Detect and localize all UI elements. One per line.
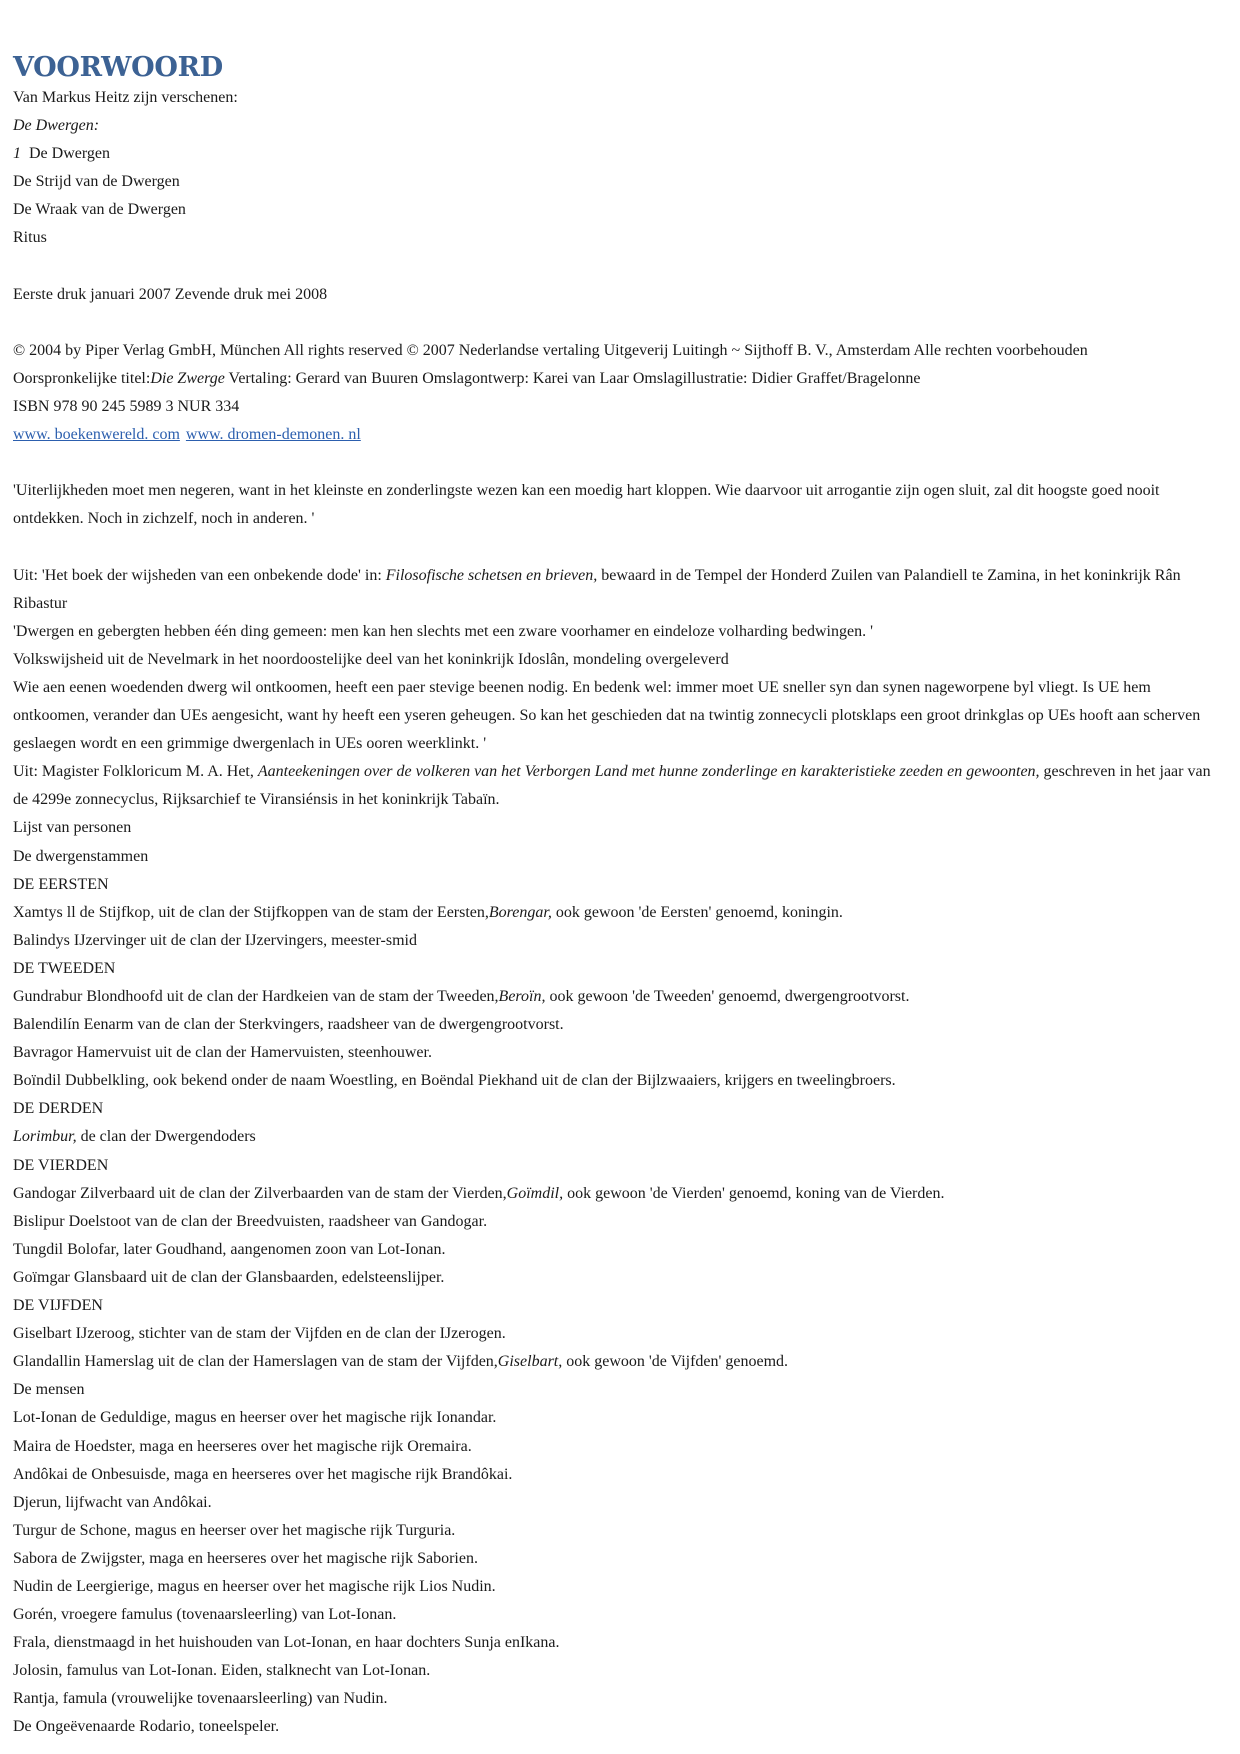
character-entry: Maira de Hoedster, maga en heerseres over het magische rijk Oremaira.: [13, 1437, 472, 1455]
section-heading-vierden: DE VIERDEN: [13, 1156, 109, 1174]
page-title: VOORWOORD: [13, 52, 223, 83]
section-heading-vijfden: DE VIJFDEN: [13, 1297, 103, 1315]
link-dromen-demonen[interactable]: www. dromen-demonen. nl: [185, 426, 361, 444]
character-entry: Balendilín Eenarm van de clan der Sterkvingers, raadsheer van de dwergengrootvorst.: [13, 1016, 564, 1034]
character-entry: Gorén, vroegere famulus (tovenaarsleerling) van Lot-Ionan.: [13, 1606, 397, 1624]
character-entry: Lot-Ionan de Geduldige, magus en heerser over het magische rijk Ionandar.: [13, 1409, 497, 1427]
quote-1-source: Uit: 'Het boek der wijsheden van een onbekende dode' in: Filosofische schetsen en brieven, bewaard in de Tempel der Honderd Zuilen van Palandiell te Zamina, in het koninkrijk Rân Ribastur: [13, 566, 1181, 612]
book-item: 1 De Dwergen: [13, 145, 111, 163]
isbn-line: ISBN 978 90 245 5989 3 NUR 334: [13, 398, 240, 416]
character-entry: Frala, dienstmaagd in het huishouden van Lot-Ionan, en haar dochters Sunja enIkana.: [13, 1634, 560, 1652]
published-intro: Van Markus Heitz zijn verschenen:: [13, 89, 238, 106]
dwarves-heading: De dwergenstammen: [13, 847, 149, 865]
book-item: De Wraak van de Dwergen: [13, 201, 186, 219]
book-item: De Strijd van de Dwergen: [13, 173, 180, 191]
quote-3-source: Uit: Magister Folkloricum M. A. Het, Aanteekeningen over de volkeren van het Verborgen Land met hunne zonderlinge en karakteristieke zeeden en gewoonten, geschreven in het jaar van de 4299e zonnecyclus, Rijksarchief te Viransiénsis in het koninkrijk Tabaïn.: [13, 763, 1211, 809]
character-entry: Nudin de Leergierige, magus en heerser over het magische rijk Lios Nudin.: [13, 1577, 496, 1595]
character-entry: Gundrabur Blondhoofd uit de clan der Hardkeien van de stam der Tweeden,Beroïn, ook gewoon 'de Tweeden' genoemd, dwergengrootvorst.: [13, 988, 910, 1005]
character-entry: Bavragor Hamervuist uit de clan der Hamervuisten, steenhouwer.: [13, 1044, 432, 1062]
character-entry: Djerun, lijfwacht van Andôkai.: [13, 1493, 212, 1511]
character-entry: Bislipur Doelstoot van de clan der Breedvuisten, raadsheer van Gandogar.: [13, 1212, 488, 1230]
quote-3: Wie aen eenen woedenden dwerg wil ontkoomen, heeft een paer stevige beenen nodig. En bedenk wel: immer moet UE sneller syn dan synen nageworpene byl vliegt. Is UE hem ontkoomen, verander dan UEs aengesicht, want hy heeft een yseren geheugen. So kan het geschieden dat na twintig zonnecycli plotsklaps een groot drinkglas op UEs hooft aan scherven geslaegen wordt en een grimmige dwergenlach in UEs ooren weerklinkt. ': [13, 678, 1201, 753]
humans-heading: De mensen: [13, 1381, 85, 1399]
series-number: 1: [13, 145, 21, 163]
character-entry: Boïndil Dubbelkling, ook bekend onder de naam Woestling, en Boëndal Piekhand uit de clan der Bijlzwaaiers, krijgers en tweelingbroers.: [13, 1072, 896, 1090]
original-title: Die Zwerge: [150, 369, 225, 387]
character-entry: Goïmgar Glansbaard uit de clan der Glansbaarden, edelsteenslijper.: [13, 1268, 445, 1286]
print-info: Eerste druk januari 2007 Zevende druk mei 2008: [13, 285, 328, 303]
quote-2: 'Dwergen en gebergten hebben één ding gemeen: men kan hen slechts met een zware voorhamer en eindeloze volharding bedwingen. ': [13, 622, 873, 640]
section-heading-eersten: DE EERSTEN: [13, 875, 109, 893]
link-boekenwereld[interactable]: www. boekenwereld. com: [13, 426, 180, 444]
links-line: [13, 421, 1225, 449]
character-entry: De Ongeëvenaarde Rodario, toneelspeler.: [13, 1718, 280, 1736]
book-item: Ritus: [13, 229, 47, 247]
character-entry: Glandallin Hamerslag uit de clan der Hamerslagen van de stam der Vijfden,Giselbart, ook gewoon 'de Vijfden' genoemd.: [13, 1353, 789, 1371]
character-entry: Turgur de Schone, magus en heerser over het magische rijk Turguria.: [13, 1521, 456, 1539]
character-entry: Sabora de Zwijgster, maga en heerseres over het magische rijk Saborien.: [13, 1549, 478, 1567]
characters-heading: Lijst van personen: [13, 819, 132, 837]
character-entry: Balindys IJzervinger uit de clan der IJzervingers, meester-smid: [13, 931, 417, 949]
character-entry: Jolosin, famulus van Lot-Ionan. Eiden, stalknecht van Lot-Ionan.: [13, 1662, 431, 1680]
copyright-line: © 2004 by Piper Verlag GmbH, München All rights reserved © 2007 Nederlandse vertaling Uitgeverij Luitingh ~ Sijthoff B. V., Amsterdam Alle rechten voorbehouden: [13, 341, 1088, 359]
character-entry: Xamtys ll de Stijfkop, uit de clan der Stijfkoppen van de stam der Eersten,Borengar, ook gewoon 'de Eersten' genoemd, koningin.: [13, 903, 843, 921]
credits-line: Oorspronkelijke titel:Die Zwerge Vertaling: Gerard van Buuren Omslagontwerp: Karei van Laar Omslagillustratie: Didier Graffet/Bragelonne: [13, 369, 921, 387]
character-entry: Giselbart IJzeroog, stichter van de stam der Vijfden en de clan der IJzerogen.: [13, 1325, 506, 1343]
section-heading-derden: DE DERDEN: [13, 1100, 104, 1118]
character-entry: Rantja, famula (vrouwelijke tovenaarsleerling) van Nudin.: [13, 1690, 388, 1708]
document-page: [13, 44, 1225, 1742]
section-heading-tweeden: DE TWEEDEN: [13, 959, 116, 977]
quote-2-source: Volkswijsheid uit de Nevelmark in het noordoostelijke deel van het koninkrijk Idoslân, mondeling overgeleverd: [13, 650, 729, 668]
character-entry: Gandogar Zilverbaard uit de clan der Zilverbaarden van de stam der Vierden,Goïmdil, ook gewoon 'de Vierden' genoemd, koning van de Vierden.: [13, 1184, 945, 1202]
quote-1: 'Uiterlijkheden moet men negeren, want in het kleinste en zonderlingste wezen kan een moedig hart kloppen. Wie daarvoor uit arrogantie zijn ogen sluit, zal dit hoogste goed nooit ontdekken. Noch in zichzelf, noch in anderen. ': [13, 482, 1160, 528]
character-entry: Lorimbur, de clan der Dwergendoders: [13, 1128, 256, 1146]
character-entry: Tungdil Bolofar, later Goudhand, aangenomen zoon van Lot-Ionan.: [13, 1240, 446, 1258]
series-title: De Dwergen:: [13, 117, 100, 135]
character-entry: Andôkai de Onbesuisde, maga en heerseres over het magische rijk Brandôkai.: [13, 1465, 513, 1483]
